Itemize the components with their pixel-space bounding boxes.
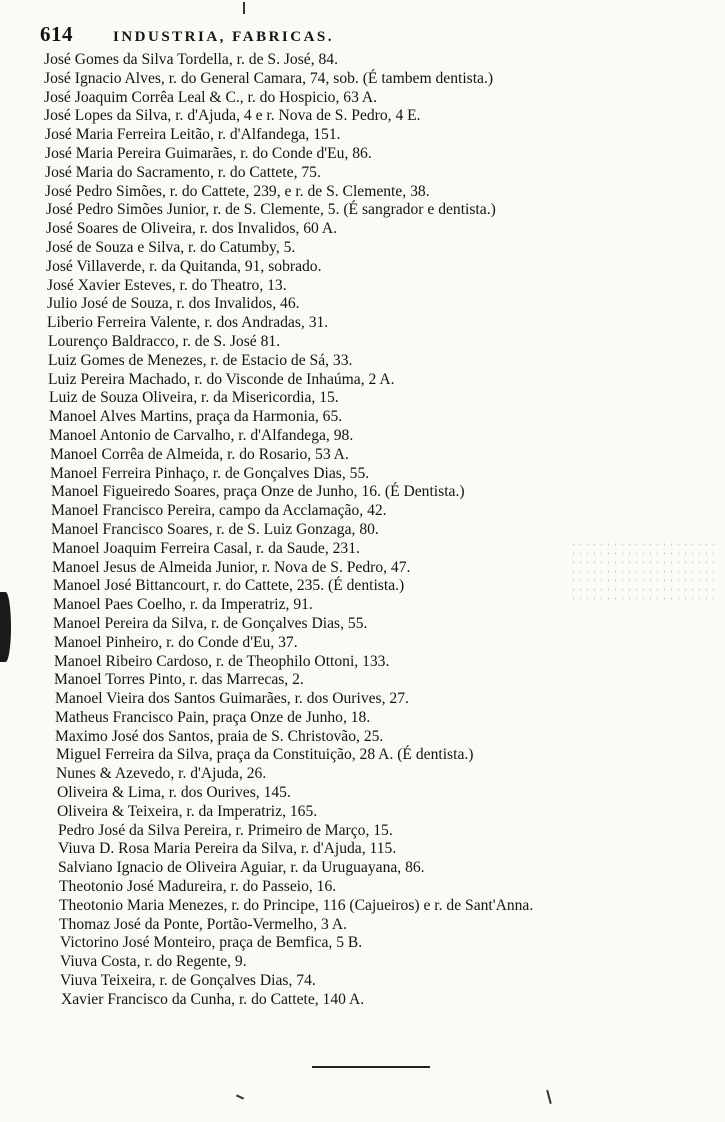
entry-text: Manoel Francisco Soares, r. de S. Luiz Gonzaga, 80. (51, 520, 379, 538)
entry-text: José Ignacio Alves, r. do General Camara, 74, sob. (É tambem dentista.) (44, 69, 494, 87)
directory-entry (0, 465, 725, 484)
directory-entry (0, 89, 725, 108)
entry-text: Xavier Francisco da Cunha, r. do Cattete, 140 A. (61, 990, 365, 1008)
entry-text: José Maria Pereira Guimarães, r. do Conde d'Eu, 86. (45, 144, 372, 162)
entry-text: José Pedro Simões Junior, r. de S. Clemente, 5. (É sangrador e dentista.) (46, 201, 496, 219)
entry-text: Lourenço Baldracco, r. de S. José 81. (48, 332, 281, 350)
entry-text: Viuva D. Rosa Maria Pereira da Silva, r. d'Ajuda, 115. (58, 840, 397, 858)
entry-text: José Maria do Sacramento, r. do Cattete, 75. (45, 163, 321, 181)
directory-entry (0, 371, 725, 390)
entry-text: Oliveira & Lima, r. dos Ourives, 145. (57, 784, 291, 802)
directory-entry (0, 220, 725, 239)
directory-entry (0, 183, 725, 202)
paper-specks (570, 540, 720, 600)
directory-entry (0, 389, 725, 408)
directory-entry (0, 653, 725, 672)
directory-entry (0, 934, 725, 953)
directory-entry (0, 446, 725, 465)
directory-entry (0, 201, 725, 220)
directory-entry (0, 916, 725, 935)
directory-entry (0, 483, 725, 502)
ink-mark (243, 2, 245, 14)
entry-text: José Pedro Simões, r. do Cattete, 239, e r. de S. Clemente, 38. (45, 182, 430, 200)
entry-text: Manoel Paes Coelho, r. da Imperatriz, 91. (53, 596, 313, 614)
entry-text: Manoel Francisco Pereira, campo da Acclamação, 42. (51, 502, 387, 520)
entry-text: Liberio Ferreira Valente, r. dos Andradas, 31. (47, 314, 329, 332)
directory-entry (0, 107, 725, 126)
entry-text: Oliveira & Teixeira, r. da Imperatriz, 165. (57, 802, 318, 820)
directory-entry (0, 709, 725, 728)
directory-entry (0, 408, 725, 427)
directory-entry (0, 502, 725, 521)
page-header (40, 22, 510, 48)
directory-entry (0, 126, 725, 145)
directory-entry (0, 972, 725, 991)
entry-text: Salviano Ignacio de Oliveira Aguiar, r. da Uruguayana, 86. (58, 859, 425, 877)
entry-text: Victorino José Monteiro, praça de Bemfica, 5 B. (60, 934, 363, 952)
entry-text: Manoel Vieira dos Santos Guimarães, r. dos Ourives, 27. (55, 690, 409, 708)
directory-entry (0, 897, 725, 916)
entry-text: Manoel Figueiredo Soares, praça Onze de Junho, 16. (É Dentista.) (51, 483, 465, 501)
entry-text: Matheus Francisco Pain, praça Onze de Junho, 18. (55, 708, 371, 726)
entry-text: José Xavier Esteves, r. do Theatro, 13. (47, 276, 287, 294)
entry-text: Nunes & Azevedo, r. d'Ajuda, 26. (56, 765, 267, 783)
directory-entry (0, 671, 725, 690)
entry-text: Manoel Jesus de Almeida Junior, r. Nova de S. Pedro, 47. (52, 558, 411, 576)
directory-entry (0, 51, 725, 70)
directory-entry (0, 239, 725, 258)
directory-entry (0, 991, 725, 1010)
entry-text: Luiz Pereira Machado, r. do Visconde de Inhaúma, 2 A. (48, 370, 395, 388)
entry-text: José de Souza e Silva, r. do Catumby, 5. (46, 238, 296, 256)
directory-entry (0, 859, 725, 878)
directory-entry (0, 803, 725, 822)
directory-entry (0, 277, 725, 296)
directory-entry (0, 840, 725, 859)
closing-rule (312, 1066, 430, 1068)
directory-entry (0, 164, 725, 183)
entry-text: Manoel Pinheiro, r. do Conde d'Eu, 37. (54, 633, 298, 651)
entry-text: José Soares de Oliveira, r. dos Invalidos, 60 A. (46, 220, 338, 238)
directory-entry (0, 690, 725, 709)
directory-entry (0, 352, 725, 371)
directory-entry (0, 822, 725, 841)
entry-text: José Joaquim Corrêa Leal & C., r. do Hospicio, 63 A. (44, 88, 378, 106)
entry-text: Miguel Ferreira da Silva, praça da Constituição, 28 A. (É dentista.) (56, 746, 474, 764)
entry-text: Luiz Gomes de Menezes, r. de Estacio de Sá, 33. (48, 351, 353, 369)
directory-entry (0, 746, 725, 765)
entry-text: Manoel Joaquim Ferreira Casal, r. da Saude, 231. (52, 539, 360, 557)
directory-entry (0, 333, 725, 352)
running-head: INDUSTRIA, FABRICAS. (113, 29, 334, 45)
entry-text: Viuva Costa, r. do Regente, 9. (60, 953, 247, 971)
directory-entry (0, 878, 725, 897)
entry-text: Viuva Teixeira, r. de Gonçalves Dias, 74. (60, 972, 316, 990)
directory-entry (0, 521, 725, 540)
entry-text: José Maria Ferreira Leitão, r. d'Alfandega, 151. (45, 126, 341, 144)
directory-entry (0, 953, 725, 972)
directory-entry (0, 427, 725, 446)
entry-text: Manoel Ribeiro Cardoso, r. de Theophilo Ottoni, 133. (54, 652, 390, 670)
entry-text: Manoel Corrêa de Almeida, r. do Rosario, 53 A. (50, 445, 349, 463)
ink-blot (0, 592, 11, 662)
entry-text: José Gomes da Silva Tordella, r. de S. José, 84. (44, 51, 339, 68)
ink-mark (546, 1090, 551, 1104)
directory-entry (0, 728, 725, 747)
directory-entry (0, 765, 725, 784)
entry-text: Thomaz José da Ponte, Portão-Vermelho, 3 A. (59, 915, 347, 933)
entry-text: Luiz de Souza Oliveira, r. da Misericordia, 15. (49, 389, 339, 407)
directory-entry (0, 145, 725, 164)
entry-text: Manoel Ferreira Pinhaço, r. de Gonçalves Dias, 55. (50, 464, 370, 482)
entry-text: Theotonio Maria Menezes, r. do Principe, 116 (Cajueiros) e r. de Sant'Anna. (59, 896, 534, 914)
entry-text: Theotonio José Madureira, r. do Passeio, 16. (59, 878, 337, 896)
directory-entry (0, 70, 725, 89)
directory-entry (0, 634, 725, 653)
directory-entry (0, 295, 725, 314)
directory-entry (0, 314, 725, 333)
entry-text: José Villaverde, r. da Quitanda, 91, sobrado. (46, 257, 322, 275)
entry-text: José Lopes da Silva, r. d'Ajuda, 4 e r. Nova de S. Pedro, 4 E. (44, 107, 421, 125)
page-number: 614 (40, 22, 73, 46)
directory-entry (0, 784, 725, 803)
entry-text: Manoel José Bittancourt, r. do Cattete, 235. (É dentista.) (53, 577, 405, 595)
entry-text: Manoel Pereira da Silva, r. de Gonçalves Dias, 55. (53, 614, 368, 632)
ink-mark (236, 1094, 244, 1099)
entry-text: Maximo José dos Santos, praia de S. Christovão, 25. (55, 727, 384, 745)
directory-entry (0, 258, 725, 277)
entry-text: Julio José de Souza, r. dos Invalidos, 46. (47, 295, 300, 313)
entry-text: Pedro José da Silva Pereira, r. Primeiro de Março, 15. (58, 821, 393, 839)
entry-text: Manoel Antonio de Carvalho, r. d'Alfandega, 98. (49, 426, 354, 444)
entry-list (0, 51, 725, 1010)
entry-text: Manoel Torres Pinto, r. das Marrecas, 2. (54, 671, 304, 689)
entry-text: Manoel Alves Martins, praça da Harmonia, 65. (49, 408, 343, 426)
directory-entry (0, 615, 725, 634)
